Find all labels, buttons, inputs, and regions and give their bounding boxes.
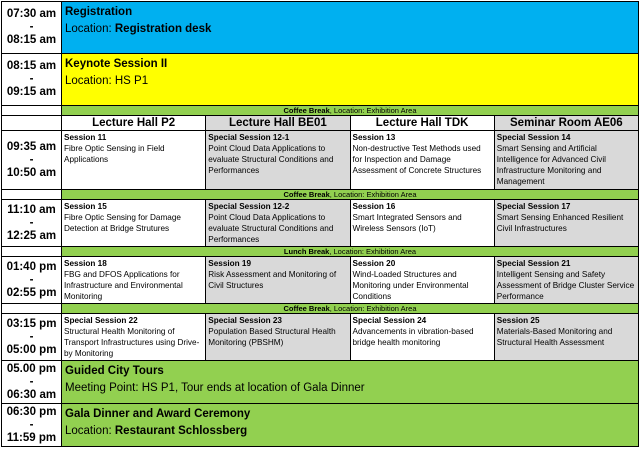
time-separator: - xyxy=(29,273,34,286)
registration-time xyxy=(2,2,62,54)
block-2-time xyxy=(2,200,62,247)
time-end: 08:15 am xyxy=(6,34,57,46)
session-cell xyxy=(206,200,350,247)
time-start: 05.00 pm xyxy=(6,362,57,375)
session-title: Fibre Optic Sensing in Field Applications xyxy=(64,144,165,164)
session-id: Session 11 xyxy=(64,133,107,142)
session-title: Smart Integrated Sensors and Wireless Sensors (IoT) xyxy=(352,213,462,233)
gala-time xyxy=(2,404,62,447)
time-start: 07:30 am xyxy=(6,8,57,20)
block-4-time xyxy=(2,314,62,361)
session-cell xyxy=(350,131,494,190)
session-id: Special Session 17 xyxy=(496,202,571,211)
keynote-title: Keynote Session II xyxy=(65,58,168,70)
location-label: Location: xyxy=(65,425,115,437)
keynote-location: Location: HS P1 xyxy=(65,75,149,87)
hall-header-be01: Lecture Hall BE01 xyxy=(206,116,350,131)
session-id: Session 18 xyxy=(64,259,107,268)
registration-row xyxy=(2,2,639,54)
session-id: Session 15 xyxy=(64,202,107,211)
tours-time xyxy=(2,361,62,404)
session-title: Point Cloud Data Applications to evaluate Structural Conditions and Performances xyxy=(208,144,334,175)
session-title: Smart Sensing Enhanced Resilient Civil Infrastructures xyxy=(496,213,624,233)
time-start: 08:15 am xyxy=(6,60,57,72)
break-title: Lunch Break xyxy=(283,247,330,256)
session-id: Session 16 xyxy=(352,202,396,211)
registration-title: Registration xyxy=(65,6,133,18)
time-separator: - xyxy=(29,21,34,33)
time-start: 11:10 am xyxy=(7,203,56,216)
break-location: , Location: Exhibition Area xyxy=(329,304,417,313)
time-end: 05:00 pm xyxy=(6,343,57,356)
time-end: 06:30 am xyxy=(6,388,57,401)
time-separator: - xyxy=(29,375,34,388)
keynote-time xyxy=(2,54,62,106)
session-block-4 xyxy=(2,314,639,361)
session-title: Structural Health Monitoring of Transport Infrastructures using Drive-by Monitoring xyxy=(64,327,200,358)
hall-header-ae06: Seminar Room AE06 xyxy=(494,116,638,131)
session-id: Special Session 22 xyxy=(64,316,138,325)
coffee-break-1 xyxy=(62,106,639,116)
break-location: , Location: Exhibition Area xyxy=(329,106,417,115)
gala-title: Gala Dinner and Award Ceremony xyxy=(65,408,251,420)
session-cell xyxy=(494,314,638,361)
session-title: Wind-Loaded Structures and Monitoring under Environmental Conditions xyxy=(352,270,469,301)
session-block-1 xyxy=(2,131,639,190)
blank-cell xyxy=(2,304,62,314)
session-id: Special Session 21 xyxy=(496,259,571,268)
session-title: Materials-Based Monitoring and Structural Health Assessment xyxy=(496,327,613,347)
session-id: Special Session 24 xyxy=(352,316,427,325)
session-cell xyxy=(494,257,638,304)
session-cell xyxy=(62,200,206,247)
blank-cell xyxy=(2,190,62,200)
blank-cell xyxy=(2,116,62,131)
session-id: Session 20 xyxy=(352,259,396,268)
time-separator: - xyxy=(29,216,34,229)
session-title: Advancements in vibration-based bridge health monitoring xyxy=(352,327,474,347)
hall-header-tdk: Lecture Hall TDK xyxy=(350,116,494,131)
time-end: 12:25 am xyxy=(6,229,57,242)
blank-cell xyxy=(2,247,62,257)
block-1-time xyxy=(2,131,62,190)
session-cell xyxy=(62,131,206,190)
session-block-3 xyxy=(2,257,639,304)
session-cell xyxy=(494,131,638,190)
registration-location: Registration desk xyxy=(114,23,212,35)
session-title: Population Based Structural Health Monitoring (PBSHM) xyxy=(208,327,336,347)
gala-row xyxy=(2,404,639,447)
session-id: Special Session 12-1 xyxy=(208,133,290,142)
tours-row xyxy=(2,361,639,404)
session-id: Special Session 14 xyxy=(496,133,571,142)
time-separator: - xyxy=(29,330,34,343)
keynote-block xyxy=(62,54,639,106)
session-title: FBG and DFOS Applications for Infrastructure and Environmental Monitoring xyxy=(64,270,183,301)
break-location: , Location: Exhibition Area xyxy=(329,247,417,256)
session-cell xyxy=(62,314,206,361)
session-cell xyxy=(206,257,350,304)
tours-block xyxy=(62,361,639,404)
time-end: 11:59 pm xyxy=(6,431,57,444)
session-cell xyxy=(350,257,494,304)
session-cell xyxy=(206,131,350,190)
session-title: Fibre Optic Sensing for Damage Detection at Bridge Strutures xyxy=(64,213,181,233)
hall-header-p2: Lecture Hall P2 xyxy=(62,116,206,131)
session-title: Smart Sensing and Artificial Intelligence for Advanced Civil Infrastructure Monitoring and Management xyxy=(496,144,606,186)
session-block-2 xyxy=(2,200,639,247)
break-title: Coffee Break xyxy=(283,304,330,313)
session-id: Special Session 12-2 xyxy=(208,202,290,211)
registration-block xyxy=(62,2,639,54)
coffee-break-row xyxy=(2,106,639,116)
coffee-break-3 xyxy=(62,304,639,314)
session-cell xyxy=(350,200,494,247)
session-title: Risk Assessment and Monitoring of Civil Structures xyxy=(208,270,337,290)
break-location: , Location: Exhibition Area xyxy=(329,190,417,199)
time-end: 09:15 am xyxy=(6,86,57,98)
lunch-break xyxy=(62,247,639,257)
keynote-row xyxy=(2,54,639,106)
session-cell xyxy=(494,200,638,247)
time-separator: - xyxy=(29,418,34,431)
session-title: Intelligent Sensing and Safety Assessment of Bridge Cluster Service Performance xyxy=(496,270,635,301)
block-3-time xyxy=(2,257,62,304)
gala-block xyxy=(62,404,639,447)
location-label: Location: xyxy=(65,23,115,35)
hall-header-row xyxy=(2,116,639,131)
coffee-break-row xyxy=(2,190,639,200)
session-id: Session 25 xyxy=(496,316,540,325)
time-start: 09:35 am xyxy=(6,140,57,153)
tours-title: Guided City Tours xyxy=(65,365,164,377)
break-title: Coffee Break xyxy=(283,190,330,199)
session-id: Session 13 xyxy=(352,133,396,142)
session-cell xyxy=(350,314,494,361)
coffee-break-row xyxy=(2,304,639,314)
time-end: 02:55 pm xyxy=(6,286,57,299)
blank-cell xyxy=(2,106,62,116)
coffee-break-2 xyxy=(62,190,639,200)
conference-schedule-table xyxy=(1,1,639,447)
gala-location: Restaurant Schlossberg xyxy=(114,425,248,437)
time-start: 06:30 pm xyxy=(6,405,57,418)
time-separator: - xyxy=(29,153,34,166)
tours-location: Meeting Point: HS P1, Tour ends at location of Gala Dinner xyxy=(65,382,365,394)
session-cell xyxy=(206,314,350,361)
lunch-break-row xyxy=(2,247,639,257)
time-start: 03:15 pm xyxy=(6,317,57,330)
session-id: Special Session 23 xyxy=(208,316,282,325)
break-title: Coffee Break xyxy=(283,106,330,115)
time-separator: - xyxy=(29,73,34,85)
session-id: Session 19 xyxy=(208,259,252,268)
time-start: 01:40 pm xyxy=(6,260,57,273)
time-end: 10:50 am xyxy=(6,166,57,179)
session-cell xyxy=(62,257,206,304)
session-title: Non-destructive Test Methods used for Inspection and Damage Assessment of Concrete Structures xyxy=(352,144,482,175)
session-title: Point Cloud Data Applications to evaluate Structural Conditions and Performances xyxy=(208,213,334,244)
